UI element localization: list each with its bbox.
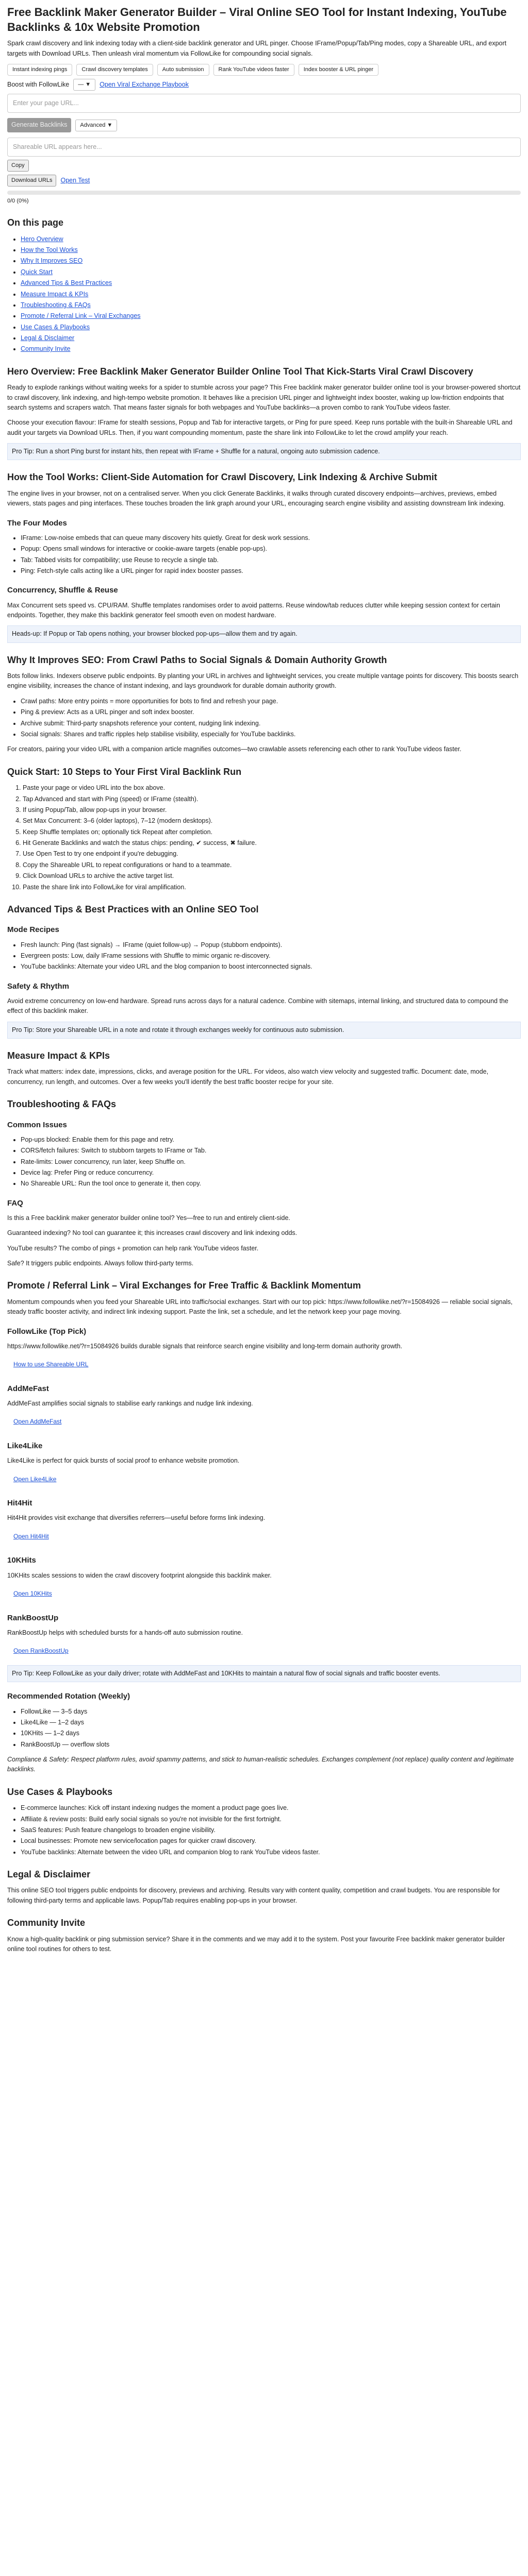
issues-item: • No Shareable URL: Run the tool once to generate it, then copy. <box>21 1179 521 1189</box>
quickstart-heading: Quick Start: 10 Steps to Your First Viral Backlink Run <box>7 766 242 777</box>
rotation-heading: Recommended Rotation (Weekly) <box>7 1692 130 1701</box>
promo-tip: Pro Tip: Keep FollowLike as your daily driver; rotate with AddMeFast and 10KHits to maintain a natural flow of social signals and traffic booster events. <box>7 1665 521 1682</box>
faq-item: Safe? It triggers public endpoints. Always follow third-party terms. <box>7 1260 194 1267</box>
hero-p2: Choose your execution flavour: IFrame for stealth sessions, Popup and Tab for interactive targets, or Ping for pure speed. Keep runs portable with the built-in Shareable URL and audit your targets via Download URLs. Then, if you want compounding momentum, paste the share link into FollowLike to let the crowd amplify your reach. <box>7 419 513 436</box>
progress-bar <box>7 191 521 195</box>
how-text: The engine lives in your browser, not on a centralised server. When you click Generate Backlinks, it walks through curated discovery endpoints—archives, previews, embed viewers, stats pages and ping interfaces. These touches broaden the link graph around your URL, encouraging search engine visibility and assisting downstream link indexing. <box>7 489 505 507</box>
qs-item: 4. Set Max Concurrent: 3–6 (older laptops), 7–12 (modern desktops). <box>23 816 521 826</box>
hit4hit-heading: Hit4Hit <box>7 1499 32 1508</box>
rankboostup-heading: RankBoostUp <box>7 1613 59 1622</box>
legal-heading: Legal & Disclaimer <box>7 1869 91 1880</box>
toc-item[interactable] <box>21 333 521 343</box>
progress-text: 0/0 (0%) <box>7 198 29 205</box>
hit4hit-link[interactable]: Open Hit4Hit <box>13 1532 49 1540</box>
toc-item-link[interactable]: Troubleshooting & FAQs <box>21 301 91 309</box>
followlike-heading: FollowLike (Top Pick) <box>7 1327 87 1336</box>
why-item: • Ping & preview: Acts as a URL pinger and soft index booster. <box>21 707 521 717</box>
advanced-toggle[interactable]: Advanced ▼ <box>75 120 117 131</box>
why-text: Bots follow links. Indexers observe public endpoints. By planting your URL in archives and lightweight services, you create multiple vantage points for discovery. This boosts search engine visibility, increases the chance of instant indexing, and lays groundwork for durable domain authority growth. <box>7 672 519 690</box>
recipes-item: • Fresh launch: Ping (fast signals) → IFrame (quiet follow-up) → Popup (stubborn endpoints). <box>21 940 521 950</box>
issues-item: • Device lag: Prefer Ping or reduce concurrency. <box>21 1168 521 1178</box>
issues-item: • CORS/fetch failures: Switch to stubborn targets to IFrame or Tab. <box>21 1146 521 1156</box>
advanced-heading: Advanced Tips & Best Practices with an Online SEO Tool <box>7 904 259 914</box>
toc-item-link[interactable]: Use Cases & Playbooks <box>21 323 90 331</box>
why-text-2: For creators, pairing your video URL with a companion article magnifies outcomes—two crawlable assets referencing each other to rank YouTube videos faster. <box>7 745 461 753</box>
download-row <box>7 175 521 187</box>
modes-item: • IFrame: Low-noise embeds that can queue many discovery hits quietly. Great for desk work sessions. <box>21 533 521 543</box>
modes-item: • Tab: Tabbed visits for compatibility; use Reuse to recycle a single tab. <box>21 555 521 565</box>
toc-item-link[interactable]: How the Tool Works <box>21 246 78 254</box>
toc-list <box>7 234 521 354</box>
toc-item-link[interactable]: Community Invite <box>21 345 71 353</box>
toc-item-link[interactable]: Promote / Referral Link – Viral Exchanges <box>21 312 141 320</box>
10khits-link[interactable]: Open 10KHits <box>13 1590 52 1598</box>
rotation-item: • FollowLike — 3–5 days <box>21 1707 521 1717</box>
promo-text: Momentum compounds when you feed your Shareable URL into traffic/social exchanges. Start with our top pick: https://www.followlike.net/?r=15084926 — reliable social signals, steady traffic booster activity, and indirect link indexing support. Paste the link, set a schedule, and let the network keep your page moving. <box>7 1298 513 1316</box>
toc-item[interactable] <box>21 267 521 277</box>
10khits-text: 10KHits scales sessions to widen the crawl discovery footprint alongside this backlink maker. <box>7 1571 272 1579</box>
followlike-text: https://www.followlike.net/?r=15084926 builds durable signals that reinforce search engine visibility and long-term domain authority growth. <box>7 1342 403 1350</box>
toc-title: On this page <box>7 217 64 228</box>
usecases-item: • YouTube backlinks: Alternate between the video URL and companion blog to rank YouTube videos faster. <box>21 1848 521 1857</box>
boost-row <box>7 79 521 91</box>
concurrency-heading: Concurrency, Shuffle & Reuse <box>7 586 118 595</box>
feature-chip: Rank YouTube videos faster <box>213 64 294 76</box>
issues-item: • Pop-ups blocked: Enable them for this page and retry. <box>21 1135 521 1145</box>
toc-item-link[interactable]: Hero Overview <box>21 235 63 243</box>
hero-tip: Pro Tip: Run a short Ping burst for instant hits, then repeat with IFrame + Shuffle for a natural, ongoing auto submission cadence. <box>7 443 521 460</box>
qs-item: 6. Hit Generate Backlinks and watch the status chips: pending, ✔ success, ✖ failure. <box>23 838 521 848</box>
toc-item[interactable] <box>21 323 521 332</box>
intro-text: Spark crawl discovery and link indexing today with a client-side backlink generator and URL pinger. Choose IFrame/Popup/Tab/Ping modes, copy a Shareable URL, and export targets with Download URLs. Then unleash viral momentum via FollowLike for compounding social signals. <box>7 40 507 57</box>
toc-item[interactable] <box>21 300 521 310</box>
boost-select[interactable]: — ▼ <box>73 79 95 91</box>
qs-item: 10. Paste the share link into FollowLike for viral amplification. <box>23 883 521 892</box>
like4like-link[interactable]: Open Like4Like <box>13 1475 57 1483</box>
recipes-item: • YouTube backlinks: Alternate your video URL and the blog companion to boost interconnected signals. <box>21 962 521 972</box>
why-list <box>7 697 521 740</box>
usecases-heading: Use Cases & Playbooks <box>7 1786 113 1797</box>
toc-item[interactable] <box>21 278 521 288</box>
community-heading: Community Invite <box>7 1918 86 1928</box>
community-text: Know a high-quality backlink or ping submission service? Share it in the comments and we may add it to the system. Post your favourite Free backlink maker generator builder online tool routines for others to test. <box>7 1935 505 1953</box>
qs-item: 9. Click Download URLs to archive the active target list. <box>23 871 521 881</box>
quickstart-steps <box>7 783 521 892</box>
feature-chip: Instant indexing pings <box>7 64 72 76</box>
10khits-heading: 10KHits <box>7 1556 36 1565</box>
recipes-heading: Mode Recipes <box>7 925 59 935</box>
issues-heading: Common Issues <box>7 1120 67 1129</box>
copy-button[interactable]: Copy <box>7 160 29 172</box>
issues-list <box>7 1135 521 1189</box>
feature-chip: Index booster & URL pinger <box>299 64 378 76</box>
toc-item-link[interactable]: Advanced Tips & Best Practices <box>21 279 112 287</box>
faq-heading: FAQ <box>7 1198 23 1208</box>
like4like-text: Like4Like is perfect for quick bursts of social proof to enhance website promotion. <box>7 1457 240 1465</box>
recipes-list <box>7 940 521 972</box>
promo-heading: Promote / Referral Link – Viral Exchanges for Free Traffic & Backlink Momentum <box>7 1280 361 1291</box>
qs-item: 7. Use Open Test to try one endpoint if you're debugging. <box>23 849 521 859</box>
why-item: • Social signals: Shares and traffic ripples help stabilise visibility, especially for YouTube backlinks. <box>21 730 521 739</box>
addmefast-heading: AddMeFast <box>7 1384 49 1393</box>
rankboostup-text: RankBoostUp helps with scheduled bursts for a hands-off auto submission routine. <box>7 1629 243 1636</box>
toc-item[interactable] <box>21 234 521 244</box>
safety-heading: Safety & Rhythm <box>7 981 70 991</box>
download-urls-button[interactable]: Download URLs <box>7 175 56 187</box>
usecases-item: • Local businesses: Promote new service/location pages for quicker crawl discovery. <box>21 1836 521 1846</box>
qs-item: 3. If using Popup/Tab, allow pop-ups in your browser. <box>23 805 521 815</box>
toc-item[interactable] <box>21 245 521 255</box>
modes-item: • Popup: Opens small windows for interactive or cookie-aware targets (enable pop-ups). <box>21 544 521 554</box>
qs-item: 8. Copy the Shareable URL to repeat configurations or hand to a teammate. <box>23 860 521 870</box>
toc-item-link[interactable]: Measure Impact & KPIs <box>21 290 89 298</box>
toc-item[interactable] <box>21 290 521 299</box>
feature-chip: Auto submission <box>157 64 209 76</box>
addmefast-link[interactable]: Open AddMeFast <box>13 1418 62 1426</box>
troubleshooting-heading: Troubleshooting & FAQs <box>7 1099 116 1110</box>
boost-label: Boost with FollowLike <box>7 80 70 88</box>
usecases-item: • E-commerce launches: Kick off instant indexing nudges the moment a product page goes live. <box>21 1803 521 1813</box>
rotation-item: • 10KHits — 1–2 days <box>21 1728 521 1738</box>
feature-chip: Crawl discovery templates <box>76 64 153 76</box>
faq-list <box>7 1213 521 1269</box>
rankboostup-link[interactable]: Open RankBoostUp <box>13 1647 69 1655</box>
usecases-item: • SaaS features: Push feature changelogs to broaden engine visibility. <box>21 1825 521 1835</box>
qs-item: 1. Paste your page or video URL into the box above. <box>23 783 521 793</box>
faq-item: Is this a Free backlink maker generator builder online tool? Yes—free to run and entirely client-side. <box>7 1214 290 1222</box>
generate-button[interactable]: Generate Backlinks <box>7 118 71 132</box>
modes-heading: The Four Modes <box>7 518 67 528</box>
page-title: Free Backlink Maker Generator Builder – Viral Online SEO Tool for Instant Indexing, YouTube Backlinks & 10x Website Promotion <box>7 6 507 33</box>
usecases-list <box>7 1803 521 1857</box>
why-item: • Archive submit: Third-party snapshots reference your content, nudging link indexing. <box>21 719 521 728</box>
concurrency-text: Max Concurrent sets speed vs. CPU/RAM. Shuffle templates randomises order to avoid patterns. Reuse window/tab reduces clutter while keeping session context for certain endpoints. Together, they make this backlink generator feel smooth even on modest hardware. <box>7 601 500 619</box>
qs-item: 5. Keep Shuffle templates on; optionally tick Repeat after completion. <box>23 827 521 837</box>
toc-item[interactable] <box>21 256 521 266</box>
recipes-item: • Evergreen posts: Low, daily IFrame sessions with Shuffle to mimic organic re-discovery. <box>21 951 521 961</box>
kpi-heading: Measure Impact & KPIs <box>7 1050 110 1061</box>
hero-heading: Hero Overview: Free Backlink Maker Generator Builder Online Tool That Kick-Starts Viral Crawl Discovery <box>7 366 473 377</box>
toc-item[interactable] <box>21 344 521 354</box>
open-playbook-link[interactable]: Open Viral Exchange Playbook <box>100 80 189 88</box>
heads-up-note: Heads-up: If Popup or Tab opens nothing, your browser blocked pop-ups—allow them and try again. <box>7 625 521 642</box>
toc-item-link[interactable]: Legal & Disclaimer <box>21 334 75 342</box>
toc-item-link[interactable]: Why It Improves SEO <box>21 257 83 265</box>
legal-text: This online SEO tool triggers public endpoints for discovery, previews and archiving. Results vary with content quality, competition and crawl budgets. You are responsible for following third-party terms and applicable laws. Popup/Tab requires enabling pop-ups in your browser. <box>7 1887 500 1904</box>
share-url-field[interactable]: Shareable URL appears here... <box>7 138 521 157</box>
why-item: • Crawl paths: More entry points = more opportunities for bots to find and refresh your page. <box>21 697 521 706</box>
qs-item: 2. Tap Advanced and start with Ping (speed) or IFrame (stealth). <box>23 794 521 804</box>
issues-item: • Rate-limits: Lower concurrency, run later, keep Shuffle on. <box>21 1157 521 1167</box>
open-test-link[interactable]: Open Test <box>60 177 90 184</box>
why-heading: Why It Improves SEO: From Crawl Paths to Social Signals & Domain Authority Growth <box>7 654 387 665</box>
rotation-list <box>7 1707 521 1750</box>
feature-chips <box>7 64 521 76</box>
rotation-item: • RankBoostUp — overflow slots <box>21 1740 521 1750</box>
safety-text: Avoid extreme concurrency on low-end hardware. Spread runs across days for a natural cadence. Combine with sitemaps, internal linking, and structured data to compound the effect of this backlink maker. <box>7 997 508 1015</box>
modes-list <box>7 533 521 577</box>
rotation-item: • Like4Like — 1–2 days <box>21 1718 521 1727</box>
modes-item: • Ping: Fetch-style calls acting like a URL pinger for rapid index booster passes. <box>21 566 521 576</box>
kpi-text: Track what matters: index date, impressions, clicks, and average position for the URL. For videos, also watch view velocity and suggested traffic. Document: date, mode, concurrency, run length, and outcomes. Over a few weeks you'll identify the best traffic booster recipe for your site. <box>7 1068 489 1086</box>
faq-item: Guaranteed indexing? No tool can guarantee it; this increases crawl discovery and link indexing odds. <box>7 1229 298 1237</box>
how-heading: How the Tool Works: Client-Side Automation for Crawl Discovery, Link Indexing & Archive Submit <box>7 472 437 483</box>
hero-p1: Ready to explode rankings without waiting weeks for a spider to stumble across your page? This Free backlink maker generator builder online tool is your browser-powered shortcut to crawl discovery, link indexing, and high-tempo website promotion. It behaves like a precision URL pinger and lightweight index booster, waking up low-friction endpoints that search systems and scrapers watch. That means faster signals for both webpages and YouTube backlinks—a proven combo to rank YouTube videos faster. <box>7 384 521 411</box>
compliance-text: Compliance & Safety: Respect platform rules, avoid spammy patterns, and stick to human-realistic schedules. Exchanges complement (not replace) quality content and legitimate backlinks. <box>7 1756 514 1773</box>
toc-item[interactable] <box>21 311 521 321</box>
generate-row <box>7 118 521 132</box>
safety-tip: Pro Tip: Store your Shareable URL in a note and rotate it through exchanges weekly for continuous auto submission. <box>7 1022 521 1039</box>
addmefast-text: AddMeFast amplifies social signals to stabilise early rankings and nudge link indexing. <box>7 1400 253 1408</box>
faq-item: YouTube results? The combo of pings + promotion can help rank YouTube videos faster. <box>7 1244 259 1252</box>
followlike-link[interactable]: How to use Shareable URL <box>13 1361 89 1368</box>
toc-item-link[interactable]: Quick Start <box>21 268 53 276</box>
hit4hit-text: Hit4Hit provides visit exchange that diversifies referrers—useful before forms link indexing. <box>7 1514 266 1522</box>
url-input[interactable]: Enter your page URL... <box>7 94 521 113</box>
like4like-heading: Like4Like <box>7 1442 43 1450</box>
usecases-item: • Affiliate & review posts: Build early social signals so you're not invisible for the first fortnight. <box>21 1815 521 1824</box>
